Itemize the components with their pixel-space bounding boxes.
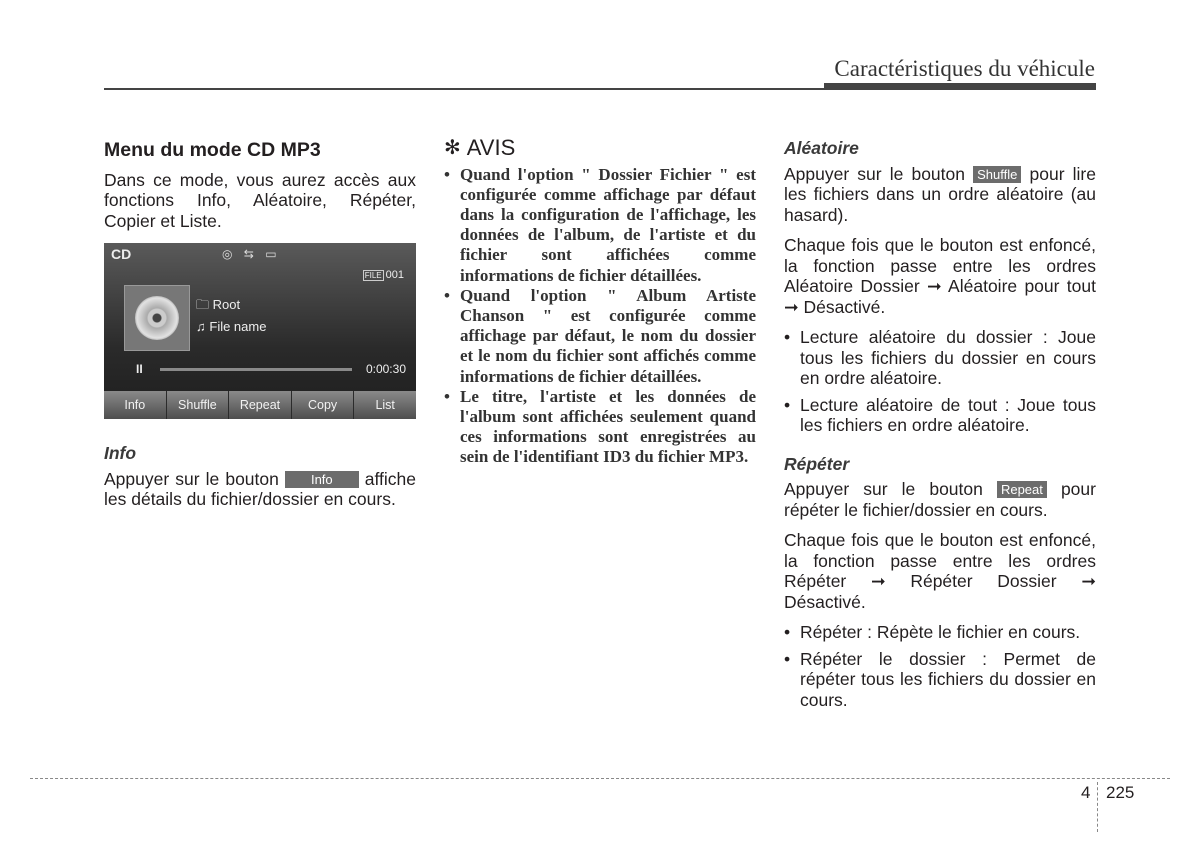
screen-folder-row bbox=[196, 297, 240, 313]
shuffle-heading: Aléatoire bbox=[784, 138, 859, 158]
column-middle bbox=[444, 135, 756, 468]
file-tag: FILE bbox=[364, 271, 382, 280]
avis-item: • Quand l'option " Album Artiste Chanson " est configurée comme affichage par défaut, le nom du dossier et le nom du fichier sont affichés comme informations de fichier détaillées. bbox=[444, 286, 756, 387]
page-number: 225 bbox=[1106, 783, 1135, 802]
screen-repeat-button: Repeat bbox=[229, 391, 292, 419]
screen-mode-label: CD bbox=[111, 246, 132, 262]
shuffle-paragraph bbox=[784, 164, 1096, 226]
screen-list-button: List bbox=[354, 391, 416, 419]
screen-button-bar bbox=[104, 391, 416, 419]
page-header-title: Caractéristiques du véhicule bbox=[834, 56, 1095, 81]
screen-status-icons: ◎ ⇆ ▭ bbox=[222, 247, 281, 261]
cd-mp3-screen-illustration bbox=[104, 243, 416, 419]
music-note-icon: ♫ bbox=[196, 319, 206, 334]
repeat-list-item: • Répéter le dossier : Permet de répéter tous les fichiers du dossier en cours. bbox=[784, 649, 1096, 711]
track-name: File name bbox=[209, 319, 267, 334]
avis-heading bbox=[444, 135, 756, 160]
folder-name: Root bbox=[212, 297, 241, 312]
file-number: 001 bbox=[385, 269, 404, 281]
repeat-list-item: • Répéter : Répète le fichier en cours. bbox=[784, 622, 1096, 643]
column-right bbox=[784, 138, 1096, 720]
disc-icon bbox=[135, 296, 179, 340]
screen-shuffle-button: Shuffle bbox=[167, 391, 230, 419]
shuffle-button-label: Shuffle bbox=[973, 166, 1021, 183]
repeat-paragraph bbox=[784, 479, 1096, 520]
asterisk-icon: ✻ bbox=[444, 137, 461, 159]
info-text-before: Appuyer sur le bouton bbox=[104, 468, 279, 489]
avis-list bbox=[444, 165, 756, 468]
screen-track-row bbox=[196, 319, 266, 335]
progress-bar bbox=[160, 368, 352, 371]
repeat-heading: Répéter bbox=[784, 453, 850, 474]
avis-item: • Le titre, l'artiste et les données de l'album sont affichées seulement quand ces informations sont enregistrées au sein de l'identifiant ID3 du fichier MP3. bbox=[444, 387, 756, 468]
shuffle-list-item: • Lecture aléatoire du dossier : Joue tous les fichiers du dossier en cours en ordre aléatoire. bbox=[784, 327, 1096, 389]
shuffle-cycle-paragraph: Chaque fois que le bouton est enfoncé, la fonction passe entre les ordres Aléatoire Dossier ➞ Aléatoire pour tout ➞ Désactivé. bbox=[784, 235, 1096, 317]
chapter-number: 4 bbox=[1081, 783, 1091, 802]
footer-rule bbox=[30, 778, 1170, 779]
avis-item: • Quand l'option " Dossier Fichier " est configurée comme affichage par défaut dans la configuration de l'affichage, les données de l'album, de l'artiste et du fichier sont affichées comme informations de fichier détaillées. bbox=[444, 165, 756, 286]
shuffle-text-after: pour lire les fichiers dans un ordre aléatoire (au hasard). bbox=[784, 163, 1096, 225]
info-button-label: Info bbox=[285, 471, 359, 488]
info-heading: Info bbox=[104, 443, 137, 463]
info-paragraph bbox=[104, 469, 416, 510]
repeat-list bbox=[784, 622, 1096, 710]
column-left bbox=[104, 138, 416, 520]
shuffle-list-item: • Lecture aléatoire de tout : Joue tous les fichiers en ordre aléatoire. bbox=[784, 395, 1096, 436]
album-art bbox=[124, 285, 190, 351]
elapsed-time: 0:00:30 bbox=[365, 362, 406, 376]
shuffle-text-before: Appuyer sur le bouton bbox=[784, 163, 965, 184]
intro-paragraph: Dans ce mode, vous aurez accès aux fonctions Info, Aléatoire, Répéter, Copier et Liste. bbox=[104, 169, 416, 231]
footer-divider bbox=[1097, 782, 1098, 832]
pause-icon: II bbox=[136, 362, 143, 376]
header-rule bbox=[104, 88, 1096, 90]
info-text-after: affiche les détails du fichier/dossier en cours. bbox=[104, 468, 416, 509]
section-heading-cd-mp3: Menu du mode CD MP3 bbox=[104, 139, 321, 161]
screen-copy-button: Copy bbox=[292, 391, 355, 419]
shuffle-list bbox=[784, 327, 1096, 436]
avis-title: AVIS bbox=[466, 135, 516, 160]
repeat-cycle-paragraph: Chaque fois que le bouton est enfoncé, la fonction passe entre les ordres Répéter ➞ Répéter Dossier ➞ Désactivé. bbox=[784, 530, 1096, 612]
repeat-text-before: Appuyer sur le bouton bbox=[784, 479, 983, 499]
folder-icon: 🗀 bbox=[196, 297, 210, 312]
repeat-text-after: pour répéter le fichier/dossier en cours. bbox=[784, 479, 1096, 520]
screen-info-button: Info bbox=[104, 391, 167, 419]
repeat-button-label: Repeat bbox=[997, 481, 1047, 498]
screen-file-counter bbox=[363, 267, 404, 284]
